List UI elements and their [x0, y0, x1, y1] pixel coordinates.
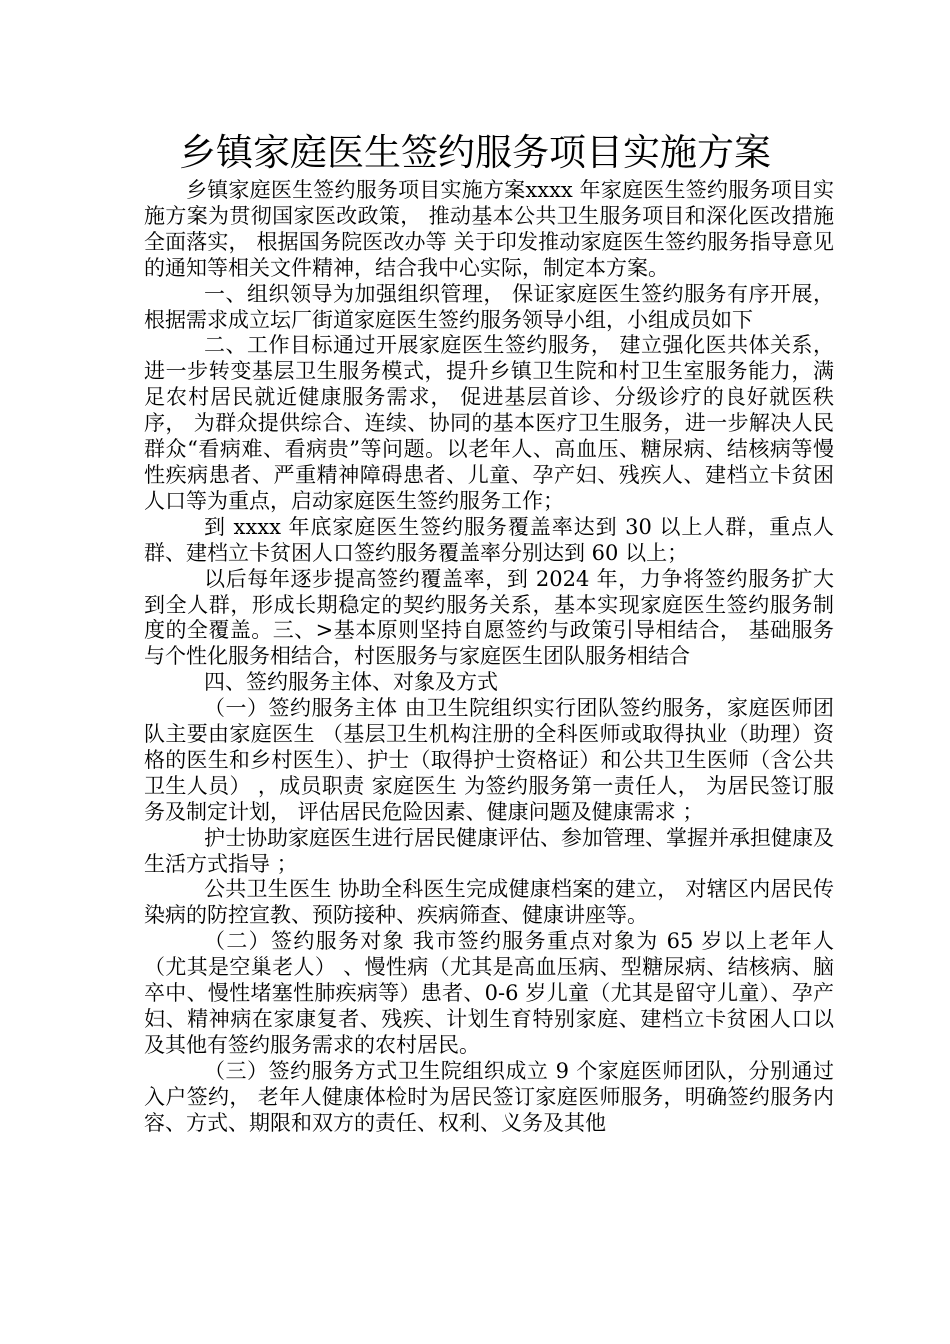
paragraph-service-subject: （一）签约服务主体 由卫生院组织实行团队签约服务，家庭医师团队主要由家庭医生 （基层卫生机构注册的全科医师或取得执业（助理）资格的医生和乡村医生）、护士（取得护士资格证）和公共卫生医师（含公共卫生人员） ，成员职责 家庭医生 为签约服务第一责任人， 为居民签订服务及制定计划， 评估居民危险因素、健康问题及健康需求 ；	[144, 696, 834, 824]
paragraph-organization: 一、组织领导为加强组织管理， 保证家庭医生签约服务有序开展， 根据需求成立坛厂街道家庭医生签约服务领导小组，小组成员如下	[144, 281, 834, 332]
paragraph-nurse-duties: 护士协助家庭医生进行居民健康评估、参加管理、掌握并承担健康及生活方式指导 ；	[144, 825, 834, 876]
paragraph-service-targets: （二）签约服务对象 我市签约服务重点对象为 65 岁以上老年人（尤其是空巢老人） 、慢性病（尤其是高血压病、型糖尿病、结核病、脑卒中、慢性堵塞性肺疾病等）患者、0-6 岁儿童（尤其是留守儿童）、孕产妇、精神病在家康复者、残疾、计划生育特别家庭、建档立卡贫困人口以及其他有签约服务需求的农村居民。	[144, 929, 834, 1057]
paragraph-coverage-target: 到 xxxx 年底家庭医生签约服务覆盖率达到 30 以上人群，重点人群、建档立卡贫困人口签约服务覆盖率分别达到 60 以上；	[144, 514, 834, 565]
paragraph-public-health-duties: 公共卫生医生 协助全科医生完成健康档案的建立， 对辖区内居民传染病的防控宣教、预防接种、疾病筛查、健康讲座等。	[144, 877, 834, 928]
paragraph-section-four-heading: 四、签约服务主体、对象及方式	[204, 670, 498, 695]
document-body	[144, 178, 834, 1137]
paragraph-intro: 乡镇家庭医生签约服务项目实施方案xxxx 年家庭医生签约服务项目实施方案为贯彻国家医改政策， 推动基本公共卫生服务项目和深化医改措施全面落实， 根据国务院医改办等 关于印发推动家庭医生签约服务指导意见的通知等相关文件精神，结合我中心实际，制定本方案。	[144, 178, 834, 280]
paragraph-service-methods: （三）签约服务方式卫生院组织成立 9 个家庭医师团队，分别通过入户签约， 老年人健康体检时为居民签订家庭医师服务，明确签约服务内容、方式、期限和双方的责任、权利、义务及其他	[144, 1058, 834, 1135]
paragraph-goals: 二、工作目标通过开展家庭医生签约服务， 建立强化医共体关系， 进一步转变基层卫生服务模式，提升乡镇卫生院和村卫生室服务能力，满足农村居民就近健康服务需求， 促进基层首诊、分级诊疗的良好就医秩序， 为群众提供综合、连续、协同的基本医疗卫生服务，进一步解决人民群众“看病难、看病贵”等问题。以老年人、高血压、糖尿病、结核病等慢性疾病患者、严重精神障碍患者、儿童、孕产妇、残疾人、建档立卡贫困人口等为重点，启动家庭医生签约服务工作；	[144, 333, 834, 513]
paragraph-principles: 以后每年逐步提高签约覆盖率，到 2024 年，力争将签约服务扩大到全人群，形成长期稳定的契约服务关系，基本实现家庭医生签约服务制度的全覆盖。三、>基本原则坚持自愿签约与政策引导相结合， 基础服务与个性化服务相结合，村医服务与家庭医生团队服务相结合	[144, 566, 834, 669]
document-title: 乡镇家庭医生签约服务项目实施方案	[179, 131, 771, 174]
